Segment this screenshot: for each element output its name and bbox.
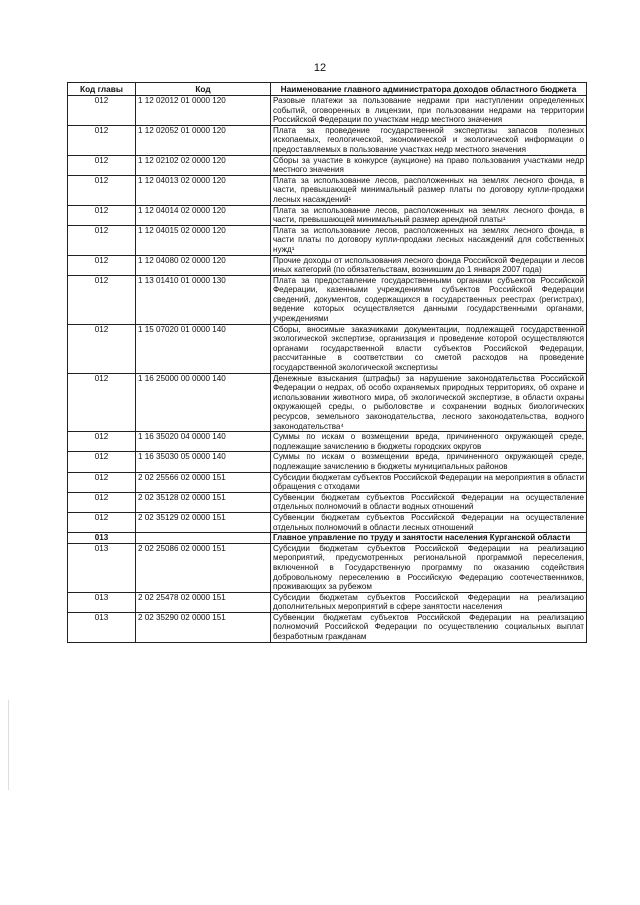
- header-code: Код: [136, 83, 271, 96]
- table-row: [68, 225, 587, 255]
- table-row: [68, 125, 587, 155]
- row-chapter-code: 012: [68, 452, 136, 472]
- row-chapter-code: 012: [68, 125, 136, 155]
- row-code: 2 02 25566 02 0000 151: [136, 472, 271, 492]
- row-chapter-code: 012: [68, 225, 136, 255]
- row-administrator-name: Суммы по искам о возмещении вреда, причиненного окружающей среде, подлежащие зачислению в бюджеты муниципальных районов: [271, 452, 587, 472]
- table-row: [68, 155, 587, 175]
- row-chapter-code: 013: [68, 612, 136, 642]
- table-row: [68, 612, 587, 642]
- row-code: 2 02 25086 02 0000 151: [136, 543, 271, 592]
- row-code: 1 16 35020 04 0000 140: [136, 432, 271, 452]
- scan-margin-mark: [8, 700, 9, 790]
- table-row: [68, 543, 587, 592]
- row-administrator-name: Плата за использование лесов, расположенных на землях лесного фонда, в части платы по договору купли-продажи лесных насаждений для собственных нужд¹: [271, 225, 587, 255]
- row-administrator-name: Субсидии бюджетам субъектов Российской Федерации на мероприятия в области обращения с отходами: [271, 472, 587, 492]
- row-code: 1 16 35030 05 0000 140: [136, 452, 271, 472]
- row-code: 1 12 04080 02 0000 120: [136, 255, 271, 275]
- table-header-row: [68, 83, 587, 96]
- row-administrator-name: Сборы за участие в конкурсе (аукционе) на право пользования участками недр местного значения: [271, 155, 587, 175]
- row-administrator-name: Прочие доходы от использования лесного фонда Российской Федерации и лесов иных категорий (по обязательствам, возникшим до 1 января 2007 года): [271, 255, 587, 275]
- table-row: [68, 452, 587, 472]
- row-code: 1 12 04014 02 0000 120: [136, 205, 271, 225]
- row-administrator-name: Главное управление по труду и занятости населения Курганской области: [271, 533, 587, 544]
- revenue-administrators-table: [67, 82, 587, 643]
- row-chapter-code: 012: [68, 275, 136, 324]
- table-row: [68, 255, 587, 275]
- row-chapter-code: 012: [68, 324, 136, 373]
- row-chapter-code: 013: [68, 592, 136, 612]
- row-administrator-name: Сборы, вносимые заказчиками документации, подлежащей государственной экологической экспертизе, организация и проведение которой осуществляются органами государственной власти субъектов Российской Федерации, рассчитанные в соответствии со сметой расходов на проведение государственной экологической экспертизы: [271, 324, 587, 373]
- row-code: 2 02 35290 02 0000 151: [136, 612, 271, 642]
- table-row: [68, 533, 587, 544]
- row-code: 2 02 35129 02 0000 151: [136, 512, 271, 532]
- table-row: [68, 205, 587, 225]
- row-code: [136, 533, 271, 544]
- row-code: 1 12 02012 01 0000 120: [136, 96, 271, 126]
- row-chapter-code: 012: [68, 512, 136, 532]
- row-administrator-name: Субсидии бюджетам субъектов Российской Федерации на реализацию мероприятий, предусмотренных региональной программой переселения, включенной в Государственную программу по оказанию содействия добровольному переселению в Российскую Федерацию соотечественников, проживающих за рубежом: [271, 543, 587, 592]
- row-code: 1 12 02102 02 0000 120: [136, 155, 271, 175]
- row-chapter-code: 012: [68, 96, 136, 126]
- row-code: 1 12 02052 01 0000 120: [136, 125, 271, 155]
- table-row: [68, 324, 587, 373]
- header-administrator-name: Наименование главного администратора доходов областного бюджета: [271, 83, 587, 96]
- table-row: [68, 512, 587, 532]
- header-chapter-code: Код главы: [68, 83, 136, 96]
- table-row: [68, 432, 587, 452]
- row-code: 2 02 35128 02 0000 151: [136, 492, 271, 512]
- row-administrator-name: Субсидии бюджетам субъектов Российской Федерации на реализацию дополнительных мероприятий в сфере занятости населения: [271, 592, 587, 612]
- row-chapter-code: 012: [68, 205, 136, 225]
- table-row: [68, 275, 587, 324]
- row-chapter-code: 012: [68, 175, 136, 205]
- row-chapter-code: 012: [68, 492, 136, 512]
- table-row: [68, 373, 587, 432]
- row-code: 1 13 01410 01 0000 130: [136, 275, 271, 324]
- table-body: [68, 96, 587, 643]
- row-chapter-code: 013: [68, 543, 136, 592]
- row-administrator-name: Денежные взыскания (штрафы) за нарушение законодательства Российской Федерации о недрах, об особо охраняемых природных территориях, об охране и использовании животного мира, об экологической экспертизе, в области охраны окружающей среды, о рыболовстве и сохранении водных биологических ресурсов, земельного законодательства, лесного законодательства, водного законодательства⁴: [271, 373, 587, 432]
- row-administrator-name: Субвенции бюджетам субъектов Российской Федерации на осуществление отдельных полномочий в области лесных отношений: [271, 512, 587, 532]
- row-administrator-name: Субвенции бюджетам субъектов Российской Федерации на реализацию полномочий Российской Федерации по осуществлению социальных выплат безработным гражданам: [271, 612, 587, 642]
- row-chapter-code: 012: [68, 432, 136, 452]
- table-row: [68, 592, 587, 612]
- row-code: 1 12 04015 02 0000 120: [136, 225, 271, 255]
- row-administrator-name: Плата за предоставление государственными органами субъектов Российской Федерации, казенными учреждениями субъектов Российской Федерации сведений, документов, содержащихся в государственных реестрах (регистрах), ведение которых осуществляется данными государственными органами, учреждениями: [271, 275, 587, 324]
- row-chapter-code: 012: [68, 255, 136, 275]
- row-administrator-name: Плата за использование лесов, расположенных на землях лесного фонда, в части, превышающей минимальный размер арендной платы¹: [271, 205, 587, 225]
- table-row: [68, 472, 587, 492]
- row-administrator-name: Плата за использование лесов, расположенных на землях лесного фонда, в части, превышающей минимальный размер платы по договору купли-продажи лесных насаждений¹: [271, 175, 587, 205]
- row-chapter-code: 012: [68, 472, 136, 492]
- row-code: 1 12 04013 02 0000 120: [136, 175, 271, 205]
- row-administrator-name: Плата за проведение государственной экспертизы запасов полезных ископаемых, геологической, экономической и экологической информации о предоставляемых в пользование участках недр местного значения: [271, 125, 587, 155]
- row-administrator-name: Разовые платежи за пользование недрами при наступлении определенных событий, оговоренных в лицензии, при пользовании недрами на территории Российской Федерации по участкам недр местного значения: [271, 96, 587, 126]
- row-administrator-name: Субвенции бюджетам субъектов Российской Федерации на осуществление отдельных полномочий в области водных отношений: [271, 492, 587, 512]
- row-code: 1 16 25000 00 0000 140: [136, 373, 271, 432]
- row-chapter-code: 012: [68, 155, 136, 175]
- row-code: 2 02 25478 02 0000 151: [136, 592, 271, 612]
- table-row: [68, 492, 587, 512]
- page-number: 12: [313, 62, 327, 74]
- row-chapter-code: 013: [68, 533, 136, 544]
- table-row: [68, 96, 587, 126]
- table-row: [68, 175, 587, 205]
- row-chapter-code: 012: [68, 373, 136, 432]
- row-administrator-name: Суммы по искам о возмещении вреда, причиненного окружающей среде, подлежащие зачислению в бюджеты городских округов: [271, 432, 587, 452]
- row-code: 1 15 07020 01 0000 140: [136, 324, 271, 373]
